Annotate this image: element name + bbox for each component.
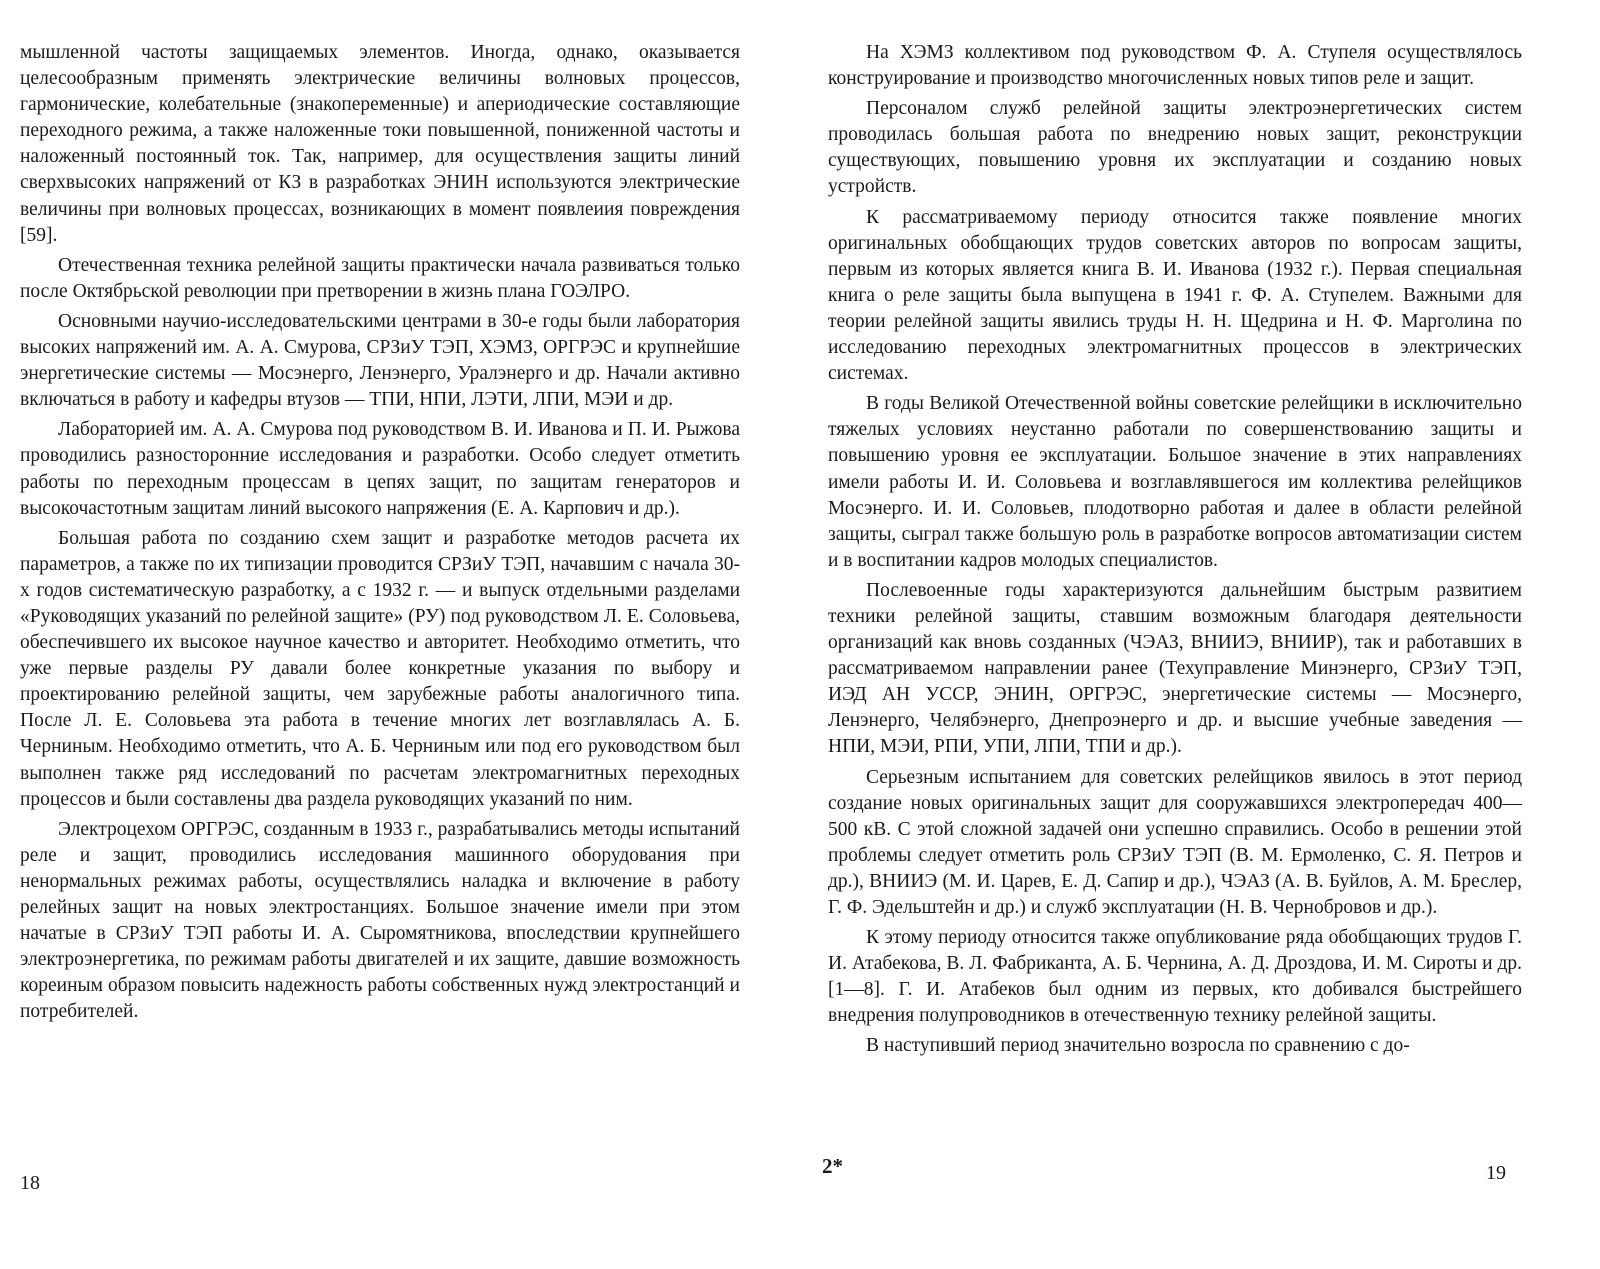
- paragraph: мышленной частоты защищаемых элементов. Иногда, однако, оказывается целесообразным применять электрические величины волновых процессов, гармонические, колебательные (знакопеременные) и апериодические составляющие переходного режима, а также наложенные токи повышенной, пониженной частоты и наложенный постоянный ток. Так, например, для осуществления защиты линий сверхвысоких напряжений от КЗ в разработках ЭНИН используются электрические величины при волновых процессах, возникающих в момент появлеиия повреждения [59].: [20, 42, 740, 246]
- left-page-number: 18: [20, 1172, 40, 1194]
- paragraph: На ХЭМЗ коллективом под руководством Ф. А. Ступеля осуществлялось конструирование и производство многочисленных новых типов реле и защит.: [828, 42, 1522, 90]
- paragraph: К этому периоду относится также опубликование ряда обобщающих трудов Г. И. Атабекова, В. Л. Фабриканта, А. Б. Чернина, А. Д. Дроздова, И. М. Сироты и др. [1—8]. Г. И. Атабеков был одним из первых, кто добивался быстрейшего внедрения полупроводников в отечественную технику релейной защиты.: [828, 927, 1522, 1027]
- paragraph: Электроцехом ОРГРЭС, созданным в 1933 г., разрабатывались методы испытаний реле и защит, проводились исследования машинного оборудования при ненормальных режимах работы, осуществлялись наладка и включение в работу релейных защит на новых электростанциях. Большое значение имели при этом начатые в СРЗиУ ТЭП работы И. А. Сыромятникова, впоследствии крупнейшего электроэнергетика, по режимам работы двигателей и их защите, давшие возможность кореиным образом повысить надежность работы собственных нужд электростанций и потребителей.: [20, 818, 740, 1023]
- paragraph: Послевоенные годы характеризуются дальнейшим быстрым развитием техники релейной защиты, ставшим возможным благодаря деятельности организаций как вновь созданных (ЧЭАЗ, ВНИИЭ, ВНИИР), так и работавших в рассматриваемом направлении ранее (Техуправление Минэнерго, СРЗиУ ТЭП, ИЭД АН УССР, ЭНИН, ОРГРЭС, энергетические системы — Мосэнерго, Ленэнерго, Челябэнерго, Днепроэнерго и др. и высшие учебные заведения — НПИ, МЭИ, РПИ, УПИ, ЛПИ, ТПИ и др.).: [828, 579, 1522, 758]
- paragraph: Отечественная техника релейной защиты практически начала развиваться только после Октябрьской революции при претворении в жизнь плана ГОЭЛРО.: [20, 254, 740, 302]
- paragraph: Лабораторией им. А. А. Смурова под руководством В. И. Иванова и П. И. Рыжова проводились разносторонние исследования и разработки. Особо следует отметить работы по переходным процессам в цепях защит, по защитам генераторов и высокочастотным защитам линий высокого напряжения (Е. А. Карпович и др.).: [20, 419, 740, 519]
- paragraph: В наступивший период значительно возросла по сравнению с до-: [866, 1035, 1410, 1057]
- paragraph: В годы Великой Отечественной войны советские релейщики в исключительно тяжелых условиях неустанно работали по совершенствованию защиты и повышению уровня ее эксплуатации. Большое значение в этих направлениях имели работы И. И. Соловьева и возглавлявшегося им коллектива релейщиков Мосэнерго. И. И. Соловьев, плодотворно работая и далее в области релейной защиты, сыграл также большую роль в разработке вопросов автоматизации систем и в воспитании кадров молодых специалистов.: [828, 393, 1522, 571]
- right-page: [828, 40, 1522, 1064]
- paragraph: Большая работа по созданию схем защит и разработке методов расчета их параметров, а также по их типизации проводится СРЗиУ ТЭП, начавшим с начала 30-х годов систематическую разработку, а с 1932 г. — и выпуск отдельными разделами «Руководящих указаний по релейной защите» (РУ) под руководством Л. Е. Соловьева, обеспечившего их высокое научное качество и авторитет. Необходимо отметить, что уже первые разделы РУ давали более конкретные указания по выбору и проектированию релейной защиты, чем зарубежные работы аналогичного типа. После Л. Е. Соловьева эта работа в течение многих лет возглавлялась А. Б. Черниным. Необходимо отметить, что А. Б. Черниным или под его руководством был выполнен также ряд исследований по расчетам электромагнитных переходных процессов и были составлены два раздела руководящих указаний по ним.: [20, 527, 740, 810]
- left-page: [20, 40, 740, 1029]
- paragraph: Основными научио-исследовательскими центрами в 30-е годы были лаборатория высоких напряжений им. А. А. Смурова, СРЗиУ ТЭП, ХЭМЗ, ОРГРЭС и крупнейшие энергетические системы — Мосэнерго, Ленэнерго, Уралэнерго и др. Начали активно включаться в работу и кафедры втузов — ТПИ, НПИ, ЛЭТИ, ЛПИ, МЭИ и др.: [20, 310, 740, 411]
- paragraph: Серьезным испытанием для советских релейщиков явилось в этот период создание новых оригинальных защит для сооружавшихся электропередач 400—500 кВ. С этой сложной задачей они успешно справились. Особо в решении этой проблемы следует отметить роль СРЗиУ ТЭП (В. М. Ермоленко, С. Я. Петров и др.), ВНИИЭ (М. И. Царев, Е. Д. Сапир и др.), ЧЭАЗ (А. В. Буйлов, А. М. Бреслер, Г. Ф. Эдельштейн и др.) и служб эксплуатации (Н. В. Чернобровов и др.).: [828, 766, 1522, 918]
- signature-mark: 2*: [822, 1154, 843, 1178]
- paragraph: Персоналом служб релейной защиты электроэнергетических систем проводилась большая работа по внедрению новых защит, реконструкции существующих, повышению уровня их эксплуатации и созданию новых устройств.: [828, 98, 1522, 198]
- paragraph: К рассматриваемому периоду относится также появление многих оригинальных обобщающих трудов советских авторов по вопросам защиты, первым из которых является книга В. И. Иванова (1932 г.). Первая специальная книга о реле защиты была выпущена в 1941 г. Ф. А. Ступелем. Важными для теории релейной защиты явились труды Н. Н. Щедрина и Н. Ф. Марголина по исследованию переходных электромагнитных процессов в электрических системах.: [828, 206, 1522, 385]
- right-page-number: 19: [1486, 1162, 1506, 1184]
